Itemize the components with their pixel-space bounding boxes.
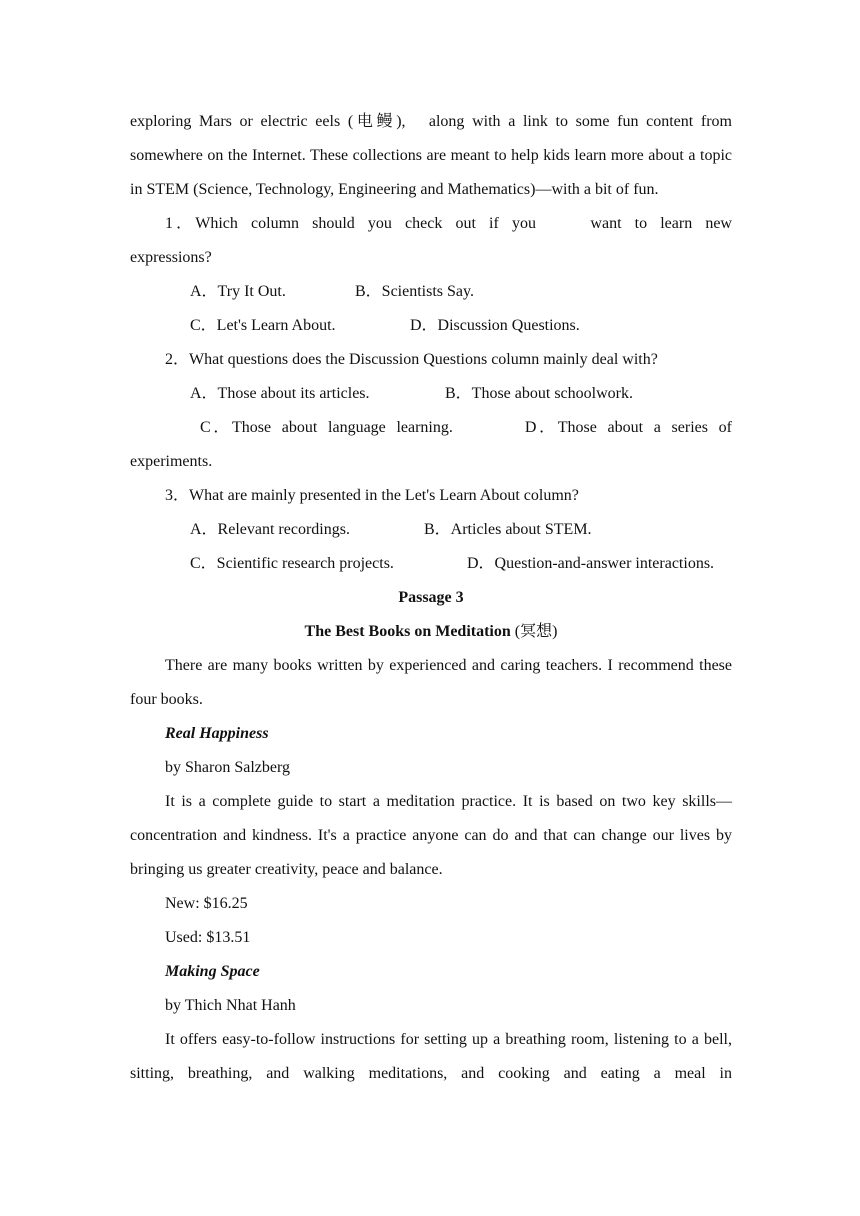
question-1-options-row-2 <box>130 309 732 343</box>
book1-price-used: Used: $13.51 <box>165 929 251 946</box>
q2-option-c: C．Those about language learning. <box>200 419 453 436</box>
book1-author: by Sharon Salzberg <box>165 759 291 776</box>
q3-option-d: D．Question-and-answer interactions. <box>467 555 715 572</box>
book1-description: It is a complete guide to start a meditation practice. It is based on two key skills—concentration and kindness. It's a practice anyone can do and that can change our lives by bringing us greater creativity, peace and balance. <box>130 793 732 878</box>
q2-option-a: A．Those about its articles. <box>190 385 370 402</box>
q1-option-c: C．Let's Learn About. <box>190 317 336 334</box>
question-3-options-row-1 <box>130 513 732 547</box>
book1-title: Real Happiness <box>165 725 269 742</box>
intro-paragraph: exploring Mars or electric eels (电鳗), along with a link to some fun content from somewhere on the Internet. These collections are meant to help kids learn more about a topic in STEM (Science, Technology, Engineering and Mathematics)—with a bit of fun. <box>130 113 732 198</box>
book2-title: Making Space <box>165 963 260 980</box>
book2-description: It offers easy-to-follow instructions for setting up a breathing room, listening to a bell, sitting, breathing, and walking meditations, and cooking and eating a meal in <box>130 1031 732 1082</box>
question-3-stem: 3．What are mainly presented in the Let's Learn About column? <box>165 487 579 504</box>
question-2-options-row-1 <box>130 377 732 411</box>
q3-option-b: B．Articles about STEM. <box>424 521 592 538</box>
passage-heading: Passage 3 <box>398 589 464 606</box>
document-page <box>130 105 732 1091</box>
q3-option-c: C．Scientific research projects. <box>190 555 394 572</box>
question-3-options-row-2 <box>130 547 732 581</box>
q2-option-d: D．Those about a series of experiments. <box>130 419 732 470</box>
question-2-options-row-2 <box>130 411 732 479</box>
passage-title-main: The Best Books on Meditation <box>304 623 511 640</box>
q1-option-d: D．Discussion Questions. <box>410 317 580 334</box>
passage-intro: There are many books written by experienced and caring teachers. I recommend these four books. <box>130 657 732 708</box>
passage-title-gloss: (冥想) <box>510 623 558 640</box>
book1-price-new: New: $16.25 <box>165 895 248 912</box>
q1-option-a: A．Try It Out. <box>190 283 286 300</box>
question-1-stem: 1．Which column should you check out if you want to learn new expressions? <box>130 215 732 266</box>
q1-option-b: B．Scientists Say. <box>355 283 474 300</box>
q2-option-b: B．Those about schoolwork. <box>445 385 633 402</box>
question-1-options-row-1 <box>130 275 732 309</box>
passage-title <box>130 615 732 649</box>
question-2-stem: 2．What questions does the Discussion Questions column mainly deal with? <box>165 351 658 368</box>
book2-author: by Thich Nhat Hanh <box>165 997 296 1014</box>
q3-option-a: A．Relevant recordings. <box>190 521 350 538</box>
